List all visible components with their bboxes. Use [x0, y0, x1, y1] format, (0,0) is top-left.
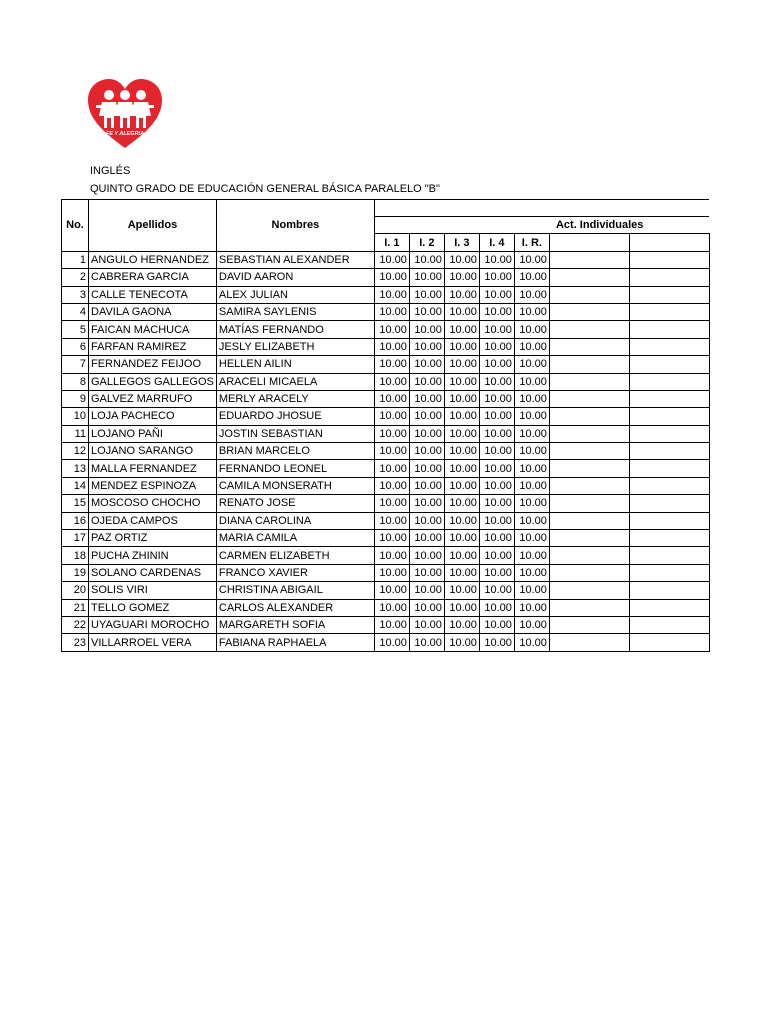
row-apellidos: LOJANO SARANGO: [89, 443, 217, 460]
header-apellidos: Apellidos: [89, 200, 217, 252]
row-score: 10.00: [374, 321, 409, 338]
row-apellidos: TELLO GOMEZ: [89, 599, 217, 616]
header-no: No.: [62, 200, 89, 252]
row-score: 10.00: [444, 564, 479, 581]
row-empty: [629, 303, 709, 320]
row-empty: [629, 547, 709, 564]
grade-title: QUINTO GRADO DE EDUCACIÓN GENERAL BÁSICA PARALELO "B": [90, 183, 440, 195]
row-score: 10.00: [374, 460, 409, 477]
row-empty: [549, 512, 629, 529]
row-apellidos: SOLANO CARDENAS: [89, 564, 217, 581]
row-score: 10.00: [409, 321, 444, 338]
row-empty: [549, 616, 629, 633]
row-score: 10.00: [479, 321, 514, 338]
row-score: 10.00: [514, 373, 549, 390]
row-score: 10.00: [479, 303, 514, 320]
row-score: 10.00: [479, 599, 514, 616]
row-score: 10.00: [374, 390, 409, 407]
row-score: 10.00: [374, 547, 409, 564]
row-apellidos: PAZ ORTIZ: [89, 530, 217, 547]
row-empty: [549, 564, 629, 581]
row-empty: [549, 634, 629, 651]
row-score: 10.00: [444, 477, 479, 494]
row-empty: [549, 408, 629, 425]
row-empty: [629, 321, 709, 338]
row-score: 10.00: [409, 443, 444, 460]
header-i3: I. 3: [444, 234, 479, 251]
row-score: 10.00: [409, 269, 444, 286]
row-apellidos: MOSCOSO CHOCHO: [89, 495, 217, 512]
row-score: 10.00: [444, 251, 479, 268]
row-score: 10.00: [444, 356, 479, 373]
row-score: 10.00: [514, 477, 549, 494]
row-score: 10.00: [514, 321, 549, 338]
row-number: 5: [62, 321, 89, 338]
table-row: [62, 477, 710, 494]
row-score: 10.00: [479, 460, 514, 477]
row-score: 10.00: [409, 477, 444, 494]
row-apellidos: VILLARROEL VERA: [89, 634, 217, 651]
row-nombres: RENATO JOSE: [216, 495, 374, 512]
row-nombres: FABIANA RAPHAELA: [216, 634, 374, 651]
row-score: 10.00: [409, 564, 444, 581]
row-apellidos: CALLE TENECOTA: [89, 286, 217, 303]
grades-table: [61, 199, 710, 652]
row-score: 10.00: [444, 303, 479, 320]
row-empty: [629, 356, 709, 373]
row-number: 16: [62, 512, 89, 529]
row-score: 10.00: [374, 408, 409, 425]
row-score: 10.00: [374, 495, 409, 512]
row-empty: [629, 286, 709, 303]
row-score: 10.00: [374, 477, 409, 494]
row-score: 10.00: [514, 495, 549, 512]
row-score: 10.00: [514, 251, 549, 268]
row-number: 11: [62, 425, 89, 442]
row-score: 10.00: [479, 616, 514, 633]
row-nombres: SAMIRA SAYLENIS: [216, 303, 374, 320]
row-score: 10.00: [409, 303, 444, 320]
row-number: 15: [62, 495, 89, 512]
row-nombres: ALEX JULIAN: [216, 286, 374, 303]
row-score: 10.00: [444, 547, 479, 564]
row-score: 10.00: [374, 338, 409, 355]
row-score: 10.00: [444, 321, 479, 338]
table-row: [62, 373, 710, 390]
row-score: 10.00: [444, 425, 479, 442]
row-nombres: DIANA CAROLINA: [216, 512, 374, 529]
row-score: 10.00: [444, 373, 479, 390]
row-score: 10.00: [514, 286, 549, 303]
row-score: 10.00: [374, 599, 409, 616]
row-score: 10.00: [409, 251, 444, 268]
header-i1: I. 1: [374, 234, 409, 251]
row-score: 10.00: [479, 251, 514, 268]
row-score: 10.00: [514, 356, 549, 373]
row-empty: [549, 460, 629, 477]
row-number: 23: [62, 634, 89, 651]
row-empty: [549, 269, 629, 286]
row-score: 10.00: [409, 530, 444, 547]
row-nombres: CARLOS ALEXANDER: [216, 599, 374, 616]
table-row: [62, 547, 710, 564]
row-score: 10.00: [479, 373, 514, 390]
row-apellidos: MALLA FERNANDEZ: [89, 460, 217, 477]
row-apellidos: FARFAN RAMIREZ: [89, 338, 217, 355]
row-apellidos: CABRERA GARCIA: [89, 269, 217, 286]
row-score: 10.00: [444, 495, 479, 512]
row-nombres: MARIA CAMILA: [216, 530, 374, 547]
row-nombres: SEBASTIAN ALEXANDER: [216, 251, 374, 268]
row-score: 10.00: [374, 373, 409, 390]
row-score: 10.00: [444, 634, 479, 651]
row-number: 12: [62, 443, 89, 460]
row-score: 10.00: [409, 547, 444, 564]
row-number: 6: [62, 338, 89, 355]
row-empty: [629, 512, 709, 529]
logo-text: FE Y ALEGRIA: [105, 131, 145, 137]
row-score: 10.00: [409, 373, 444, 390]
row-score: 10.00: [374, 286, 409, 303]
row-score: 10.00: [479, 495, 514, 512]
row-score: 10.00: [374, 512, 409, 529]
row-empty: [549, 303, 629, 320]
row-empty: [629, 269, 709, 286]
row-score: 10.00: [514, 303, 549, 320]
table-row: [62, 269, 710, 286]
row-empty: [629, 251, 709, 268]
row-score: 10.00: [479, 338, 514, 355]
row-empty: [549, 251, 629, 268]
row-score: 10.00: [444, 390, 479, 407]
table-row: [62, 286, 710, 303]
table-row: [62, 408, 710, 425]
table-row: [62, 303, 710, 320]
table-row: [62, 443, 710, 460]
row-score: 10.00: [444, 512, 479, 529]
row-score: 10.00: [479, 477, 514, 494]
row-number: 20: [62, 582, 89, 599]
row-score: 10.00: [479, 582, 514, 599]
row-number: 1: [62, 251, 89, 268]
row-number: 10: [62, 408, 89, 425]
table-row: [62, 599, 710, 616]
table-row: [62, 390, 710, 407]
row-score: 10.00: [514, 547, 549, 564]
row-score: 10.00: [444, 408, 479, 425]
row-score: 10.00: [409, 460, 444, 477]
row-score: 10.00: [374, 582, 409, 599]
row-score: 10.00: [374, 425, 409, 442]
row-number: 18: [62, 547, 89, 564]
row-score: 10.00: [514, 460, 549, 477]
header-act-individuales: Act. Individuales: [374, 217, 709, 234]
row-score: 10.00: [374, 616, 409, 633]
row-nombres: EDUARDO JHOSUE: [216, 408, 374, 425]
row-nombres: CAMILA MONSERATH: [216, 477, 374, 494]
row-score: 10.00: [409, 582, 444, 599]
row-empty: [629, 460, 709, 477]
row-apellidos: FERNANDEZ FEIJOO: [89, 356, 217, 373]
row-score: 10.00: [514, 634, 549, 651]
row-nombres: BRIAN MARCELO: [216, 443, 374, 460]
table-row: [62, 512, 710, 529]
row-score: 10.00: [444, 286, 479, 303]
subject-title: INGLÉS: [90, 165, 131, 177]
row-empty: [549, 286, 629, 303]
row-score: 10.00: [444, 269, 479, 286]
row-number: 3: [62, 286, 89, 303]
table-row: [62, 582, 710, 599]
row-empty: [629, 564, 709, 581]
row-empty: [549, 495, 629, 512]
row-apellidos: GALVEZ MARRUFO: [89, 390, 217, 407]
row-apellidos: UYAGUARI MOROCHO: [89, 616, 217, 633]
row-score: 10.00: [479, 408, 514, 425]
row-apellidos: MENDEZ ESPINOZA: [89, 477, 217, 494]
row-empty: [549, 373, 629, 390]
row-score: 10.00: [444, 530, 479, 547]
row-score: 10.00: [479, 634, 514, 651]
row-empty: [629, 599, 709, 616]
row-score: 10.00: [409, 512, 444, 529]
row-apellidos: PUCHA ZHININ: [89, 547, 217, 564]
row-score: 10.00: [444, 443, 479, 460]
table-row: [62, 356, 710, 373]
row-score: 10.00: [444, 599, 479, 616]
row-empty: [549, 321, 629, 338]
row-score: 10.00: [374, 564, 409, 581]
row-apellidos: OJEDA CAMPOS: [89, 512, 217, 529]
row-score: 10.00: [409, 408, 444, 425]
row-score: 10.00: [479, 269, 514, 286]
row-nombres: CARMEN ELIZABETH: [216, 547, 374, 564]
row-score: 10.00: [444, 460, 479, 477]
row-number: 14: [62, 477, 89, 494]
row-score: 10.00: [479, 564, 514, 581]
row-empty: [549, 599, 629, 616]
row-empty: [549, 390, 629, 407]
row-nombres: CHRISTINA ABIGAIL: [216, 582, 374, 599]
row-nombres: FERNANDO LEONEL: [216, 460, 374, 477]
row-empty: [549, 477, 629, 494]
header-empty-2: [629, 234, 709, 251]
table-row: [62, 251, 710, 268]
header-nombres: Nombres: [216, 200, 374, 252]
row-score: 10.00: [514, 530, 549, 547]
table-row: [62, 425, 710, 442]
table-row: [62, 564, 710, 581]
fe-y-alegria-logo: [86, 78, 164, 150]
header-empty-1: [549, 234, 629, 251]
row-score: 10.00: [409, 599, 444, 616]
row-empty: [629, 495, 709, 512]
row-nombres: MATÍAS FERNANDO: [216, 321, 374, 338]
row-score: 10.00: [374, 530, 409, 547]
row-number: 9: [62, 390, 89, 407]
table-row: [62, 495, 710, 512]
row-apellidos: FAICAN MACHUCA: [89, 321, 217, 338]
row-nombres: MARGARETH SOFIA: [216, 616, 374, 633]
row-score: 10.00: [514, 443, 549, 460]
row-nombres: DAVID AARON: [216, 269, 374, 286]
row-empty: [629, 616, 709, 633]
row-score: 10.00: [479, 390, 514, 407]
row-score: 10.00: [514, 390, 549, 407]
row-empty: [549, 338, 629, 355]
row-empty: [549, 582, 629, 599]
row-score: 10.00: [374, 443, 409, 460]
row-nombres: HELLEN AILIN: [216, 356, 374, 373]
row-empty: [629, 477, 709, 494]
header-ir: I. R.: [514, 234, 549, 251]
row-score: 10.00: [514, 616, 549, 633]
row-empty: [629, 443, 709, 460]
row-score: 10.00: [409, 356, 444, 373]
table-row: [62, 460, 710, 477]
row-number: 7: [62, 356, 89, 373]
row-score: 10.00: [444, 338, 479, 355]
row-score: 10.00: [479, 547, 514, 564]
row-number: 19: [62, 564, 89, 581]
table-row: [62, 616, 710, 633]
row-apellidos: SOLIS VIRI: [89, 582, 217, 599]
row-empty: [629, 425, 709, 442]
row-score: 10.00: [514, 582, 549, 599]
row-number: 13: [62, 460, 89, 477]
row-empty: [549, 443, 629, 460]
row-nombres: JOSTIN SEBASTIAN: [216, 425, 374, 442]
row-empty: [629, 373, 709, 390]
header-i2: I. 2: [409, 234, 444, 251]
row-empty: [549, 356, 629, 373]
row-empty: [629, 408, 709, 425]
table-row: [62, 338, 710, 355]
row-score: 10.00: [409, 390, 444, 407]
row-score: 10.00: [374, 634, 409, 651]
row-apellidos: ANGULO HERNANDEZ: [89, 251, 217, 268]
row-score: 10.00: [409, 338, 444, 355]
row-number: 22: [62, 616, 89, 633]
row-score: 10.00: [514, 269, 549, 286]
row-score: 10.00: [374, 251, 409, 268]
row-score: 10.00: [514, 338, 549, 355]
row-score: 10.00: [409, 286, 444, 303]
row-score: 10.00: [444, 616, 479, 633]
row-empty: [629, 390, 709, 407]
row-score: 10.00: [514, 425, 549, 442]
row-score: 10.00: [514, 512, 549, 529]
row-score: 10.00: [479, 425, 514, 442]
row-score: 10.00: [409, 495, 444, 512]
table-row: [62, 321, 710, 338]
row-score: 10.00: [514, 564, 549, 581]
row-score: 10.00: [374, 303, 409, 320]
row-score: 10.00: [479, 512, 514, 529]
row-score: 10.00: [479, 286, 514, 303]
row-empty: [549, 425, 629, 442]
row-number: 8: [62, 373, 89, 390]
header-i4: I. 4: [479, 234, 514, 251]
row-empty: [549, 547, 629, 564]
row-number: 4: [62, 303, 89, 320]
row-apellidos: GALLEGOS GALLEGOS: [89, 373, 217, 390]
row-nombres: ARACELI MICAELA: [216, 373, 374, 390]
row-score: 10.00: [374, 269, 409, 286]
table-row: [62, 530, 710, 547]
row-score: 10.00: [479, 530, 514, 547]
row-empty: [629, 582, 709, 599]
row-apellidos: DAVILA GAONA: [89, 303, 217, 320]
row-empty: [549, 530, 629, 547]
row-score: 10.00: [514, 408, 549, 425]
row-score: 10.00: [409, 634, 444, 651]
row-score: 10.00: [374, 356, 409, 373]
row-apellidos: LOJANO PAÑI: [89, 425, 217, 442]
row-score: 10.00: [409, 425, 444, 442]
row-apellidos: LOJA PACHECO: [89, 408, 217, 425]
row-score: 10.00: [514, 599, 549, 616]
row-nombres: JESLY ELIZABETH: [216, 338, 374, 355]
row-number: 2: [62, 269, 89, 286]
row-nombres: FRANCO XAVIER: [216, 564, 374, 581]
row-score: 10.00: [409, 616, 444, 633]
row-score: 10.00: [479, 356, 514, 373]
row-score: 10.00: [479, 443, 514, 460]
row-number: 17: [62, 530, 89, 547]
row-nombres: MERLY ARACELY: [216, 390, 374, 407]
row-empty: [629, 338, 709, 355]
row-score: 10.00: [444, 582, 479, 599]
table-row: [62, 634, 710, 651]
row-empty: [629, 634, 709, 651]
row-empty: [629, 530, 709, 547]
row-number: 21: [62, 599, 89, 616]
